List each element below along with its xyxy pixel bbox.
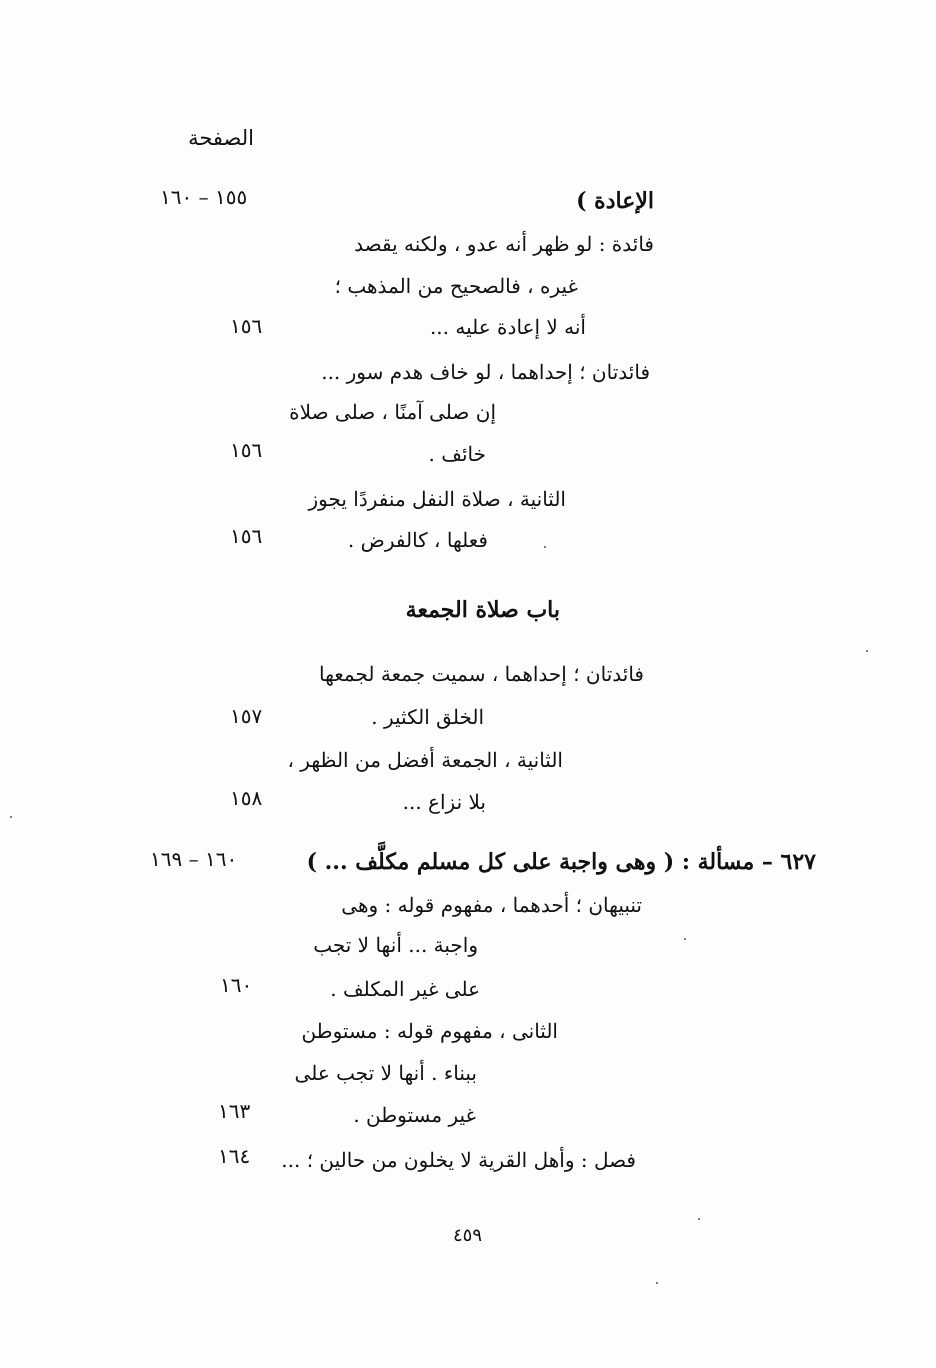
- scan-speck: [684, 938, 686, 940]
- page-ref: ١٥٧: [230, 704, 263, 728]
- scan-speck: [698, 1218, 700, 1220]
- entry-text: فصل : وأهل القرية لا يخلون من حالين ؛ ...: [281, 1148, 636, 1172]
- section-heading: باب صلاة الجمعة: [405, 597, 560, 623]
- entry-text: بلا نزاع ...: [402, 790, 486, 814]
- entry-text: غيره ، فالصحيح من المذهب ؛: [334, 274, 578, 298]
- entry-text: الثانية ، صلاة النفل منفردًا يجوز: [308, 487, 566, 511]
- entry-text: خائف .: [428, 442, 486, 466]
- entry-text: إن صلى آمنًا ، صلى صلاة: [289, 400, 496, 424]
- entry-text: على غير المكلف .: [330, 977, 480, 1001]
- entry-text: واجبة ... أنها لا تجب: [313, 933, 478, 957]
- scan-speck: [544, 546, 546, 548]
- entry-text: الثانى ، مفهوم قوله : مستوطن: [301, 1019, 558, 1043]
- page-ref: ١٦٠: [220, 973, 253, 997]
- entry-text: ببناء . أنها لا تجب على: [294, 1061, 477, 1085]
- entry-text: فائدتان ؛ إحداهما ، سميت جمعة لجمعها: [318, 662, 644, 686]
- page-ref: ١٥٨: [230, 786, 263, 810]
- scan-speck: [10, 816, 12, 818]
- page-ref: ١٦٠ – ١٦٩: [150, 847, 238, 871]
- entry-text: الخلق الكثير .: [371, 705, 484, 729]
- entry-text: الثانية ، الجمعة أفضل من الظهر ،: [287, 748, 563, 772]
- page-column-label: الصفحة: [188, 126, 254, 150]
- page-ref: ١٥٦: [230, 438, 263, 462]
- scan-speck: [866, 650, 868, 652]
- page-ref: ١٥٦: [230, 524, 263, 548]
- entry-text: الإعادة ): [576, 188, 654, 214]
- page-ref: ١٦٣: [218, 1099, 251, 1123]
- page-ref: ١٦٤: [218, 1144, 251, 1168]
- masala-heading: ٦٢٧ – مسألة : ( وهى واجبة على كل مسلم مكلَّف ... ): [306, 849, 816, 875]
- entry-text: فعلها ، كالفرض .: [347, 528, 488, 552]
- entry-text: غير مستوطن .: [353, 1103, 476, 1127]
- entry-text: تنبيهان ؛ أحدهما ، مفهوم قوله : وهى: [341, 893, 642, 917]
- entry-text: فائدتان ؛ إحداهما ، لو خاف هدم سور ...: [321, 360, 650, 384]
- entry-text: فائدة : لو ظهر أنه عدو ، ولكنه يقصد: [354, 232, 654, 256]
- page-ref: ١٥٦: [230, 314, 263, 338]
- page-ref: ١٥٥ – ١٦٠: [160, 185, 248, 209]
- entry-text: أنه لا إعادة عليه ...: [429, 315, 586, 339]
- page-number: ٤٥٩: [452, 1225, 482, 1246]
- scan-speck: [656, 1282, 658, 1284]
